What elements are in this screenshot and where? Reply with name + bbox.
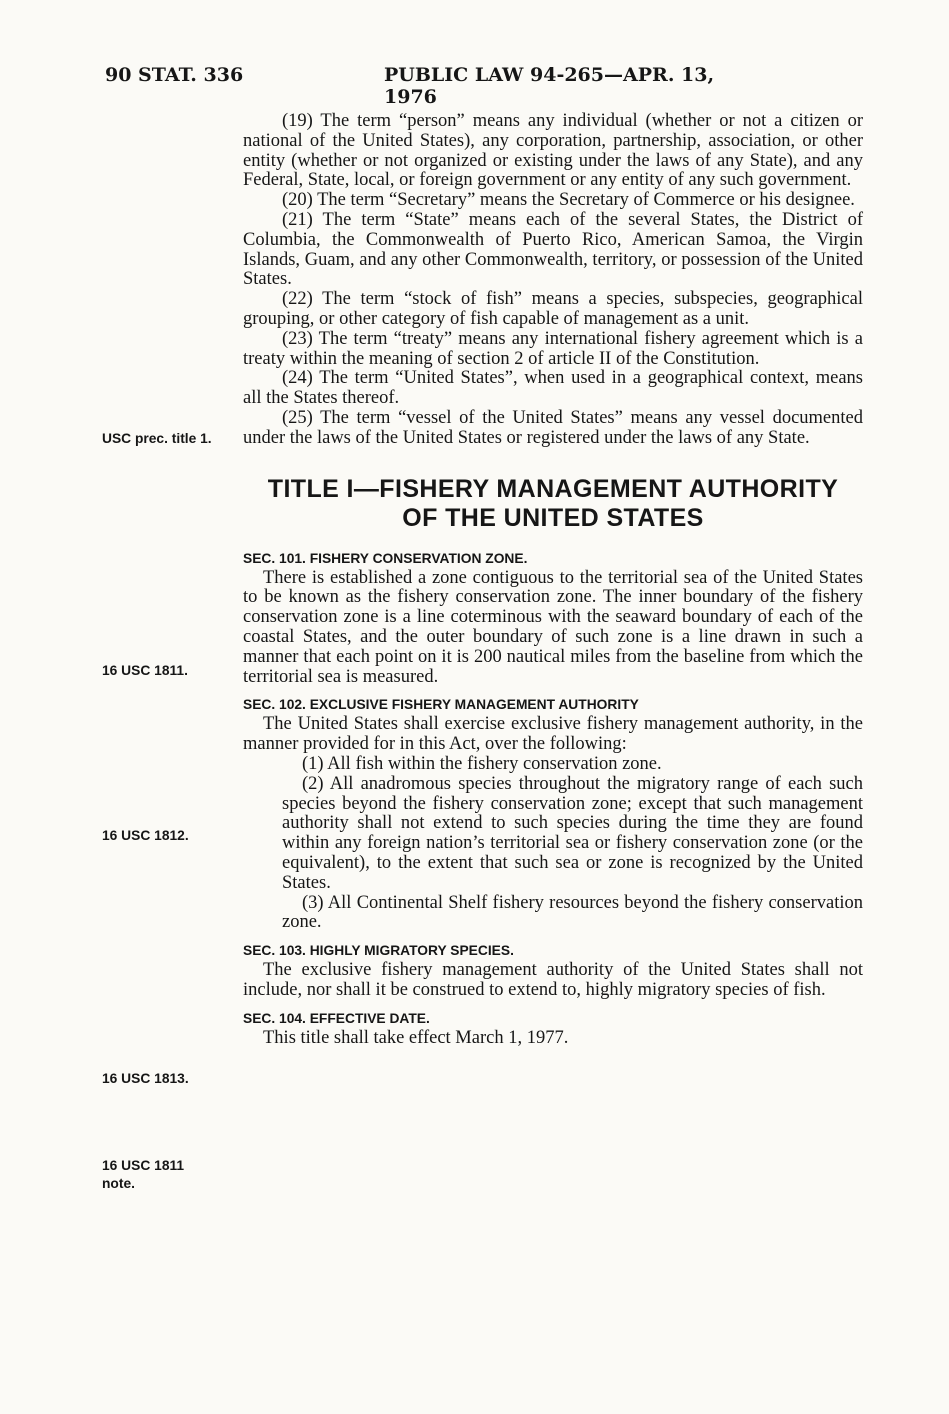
running-head: PUBLIC LAW 94-265—APR. 13, 1976 (384, 64, 715, 108)
margin-note-line: note. (102, 1176, 135, 1191)
section-101-heading: SEC. 101. FISHERY CONSERVATION ZONE. (243, 550, 528, 566)
definition-19: (19) The term “person” means any individual (whether or not a citizen or national of the United States), any corporation, partnership, association, or other entity (whether or not organized or existing under the laws of any State), and any Federal, State, local, or foreign government or any entity of any such government. (243, 111, 863, 191)
margin-note-16-usc-1812: 16 USC 1812. (102, 828, 189, 843)
margin-note-usc-prec: USC prec. title 1. (102, 431, 212, 446)
section-102-item-2: (2) All anadromous species throughout the migratory range of each such species beyond the fishery conservation zone; except that such management authority shall not extend to such species during the time they are found within any foreign nation’s territorial sea or fishery conservation zone (or the equivalent), to the extent that such sea or zone is recognized by the United States. (282, 773, 863, 893)
definition-24: (24) The term “United States”, when used in a geographical context, means all the States thereof. (243, 368, 863, 409)
title-heading (243, 475, 863, 533)
section-101-text: There is established a zone contiguous to the territorial sea of the United States to be known as the fishery conservation zone. The inner boundary of the fishery conservation zone is a line coterminous with the seaward boundary of each of the coastal States, and the outer boundary of such zone is a line drawn in such a manner that each point on it is 200 nautical miles from the baseline from which the territorial sea is measured. (243, 567, 863, 687)
section-103-text: The exclusive fishery management authority of the United States shall not include, nor shall it be construed to extend to, highly migratory species of fish. (243, 960, 863, 1000)
margin-note-line: 16 USC 1811 (102, 1158, 185, 1173)
section-104-text: This title shall take effect March 1, 1977. (263, 1027, 569, 1048)
definition-20: (20) The term “Secretary” means the Secretary of Commerce or his designee. (282, 190, 855, 211)
definition-22: (22) The term “stock of fish” means a species, subspecies, geographical grouping, or other category of fish capable of management as a unit. (243, 289, 863, 329)
definition-25: (25) The term “vessel of the United States” means any vessel documented under the laws of the United States or registered under the laws of any State. (243, 407, 863, 448)
definition-21: (21) The term “State” means each of the several States, the District of Columbia, the Commonwealth of Puerto Rico, American Samoa, the Virgin Islands, Guam, and any other Commonwealth, territory, or possession of the United States. (243, 209, 863, 290)
title-line-2: OF THE UNITED STATES (402, 503, 704, 532)
section-104-heading: SEC. 104. EFFECTIVE DATE. (243, 1010, 430, 1026)
page-header (105, 64, 745, 108)
definition-23: (23) The term “treaty” means any international fishery agreement which is a treaty within the meaning of section 2 of article II of the Constitution. (243, 328, 863, 369)
section-103-heading: SEC. 103. HIGHLY MIGRATORY SPECIES. (243, 943, 514, 959)
section-102-item-3: (3) All Continental Shelf fishery resources beyond the fishery conservation zone. (282, 892, 863, 933)
section-102-heading: SEC. 102. EXCLUSIVE FISHERY MANAGEMENT AUTHORITY (243, 697, 639, 713)
margin-note-16-usc-1813: 16 USC 1813. (102, 1071, 189, 1086)
margin-note-16-usc-1811: 16 USC 1811. (102, 663, 188, 678)
stat-page-number: 90 STAT. 336 (105, 64, 244, 86)
margin-note-16-usc-1811-note (102, 1157, 232, 1193)
title-line-1: TITLE I—FISHERY MANAGEMENT AUTHORITY (267, 474, 839, 503)
section-102-text: The United States shall exercise exclusive fishery management authority, in the manner provided for in this Act, over the following: (243, 714, 863, 755)
main-text-column (243, 112, 863, 1048)
section-102-item-1: (1) All fish within the fishery conservation zone. (302, 753, 662, 774)
